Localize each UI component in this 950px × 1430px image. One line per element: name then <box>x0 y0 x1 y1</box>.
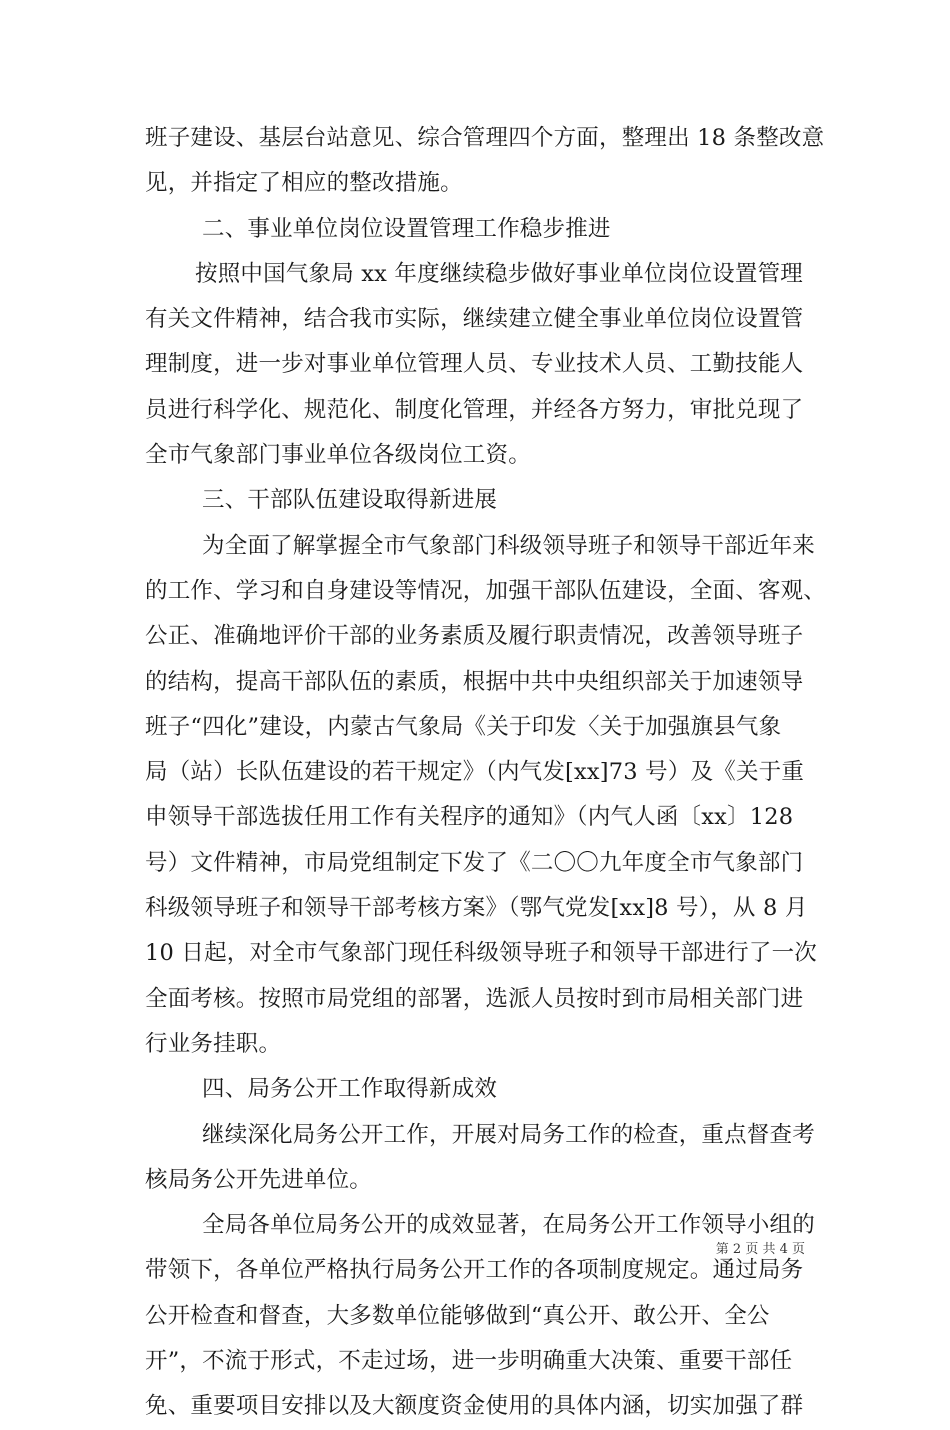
body-line: 带领下，各单位严格执行局务公开工作的各项制度规定。通过局务 <box>145 1257 804 1284</box>
body-line: 局（站）长队伍建设的若干规定》（内气发[xx]73 号）及《关于重 <box>145 759 805 786</box>
body-line: 班子建设、基层台站意见、综合管理四个方面，整理出 18 条整改意 <box>145 125 825 151</box>
page-number: 第 2 页 共 4 页 <box>715 1242 805 1257</box>
body-line: 全面考核。按照市局党组的部署，选派人员按时到市局相关部门进 <box>145 985 804 1012</box>
section-heading-2: 二、事业单位岗位设置管理工作稳步推进 <box>202 215 611 242</box>
body-line: 免、重要项目安排以及大额度资金使用的具体内涵，切实加强了群 <box>145 1393 804 1420</box>
body-line: 公开检查和督查，大多数单位能够做到“真公开、敢公开、全公 <box>145 1302 770 1329</box>
body-line: 的结构，提高干部队伍的素质，根据中共中央组织部关于加速领导 <box>145 668 804 695</box>
body-line: 按照中国气象局 xx 年度继续稳步做好事业单位岗位设置管理 <box>195 260 803 287</box>
body-line: 科级领导班子和领导干部考核方案》（鄂气党发[xx]8 号），从 8 月 <box>145 895 808 922</box>
body-line: 号）文件精神，市局党组制定下发了《二〇〇九年度全市气象部门 <box>145 849 804 876</box>
body-line: 为全面了解掌握全市气象部门科级领导班子和领导干部近年来 <box>202 532 815 559</box>
body-line: 理制度，进一步对事业单位管理人员、专业技术人员、工勤技能人 <box>145 351 804 378</box>
body-line: 有关文件精神，结合我市实际，继续建立健全事业单位岗位设置管 <box>145 306 804 333</box>
body-line: 全局各单位局务公开的成效显著，在局务公开工作领导小组的 <box>202 1212 815 1239</box>
section-heading-4: 四、局务公开工作取得新成效 <box>202 1076 498 1103</box>
body-line: 行业务挂职。 <box>145 1030 282 1057</box>
body-line: 的工作、学习和自身建设等情况，加强干部队伍建设，全面、客观、 <box>145 577 827 604</box>
body-line: 申领导干部选拔任用工作有关程序的通知》（内气人函〔xx〕128 <box>145 804 794 831</box>
body-line: 核局务公开先进单位。 <box>145 1166 373 1193</box>
body-line: 开”，不流于形式，不走过场，进一步明确重大决策、重要干部任 <box>145 1348 793 1375</box>
body-line: 继续深化局务公开工作，开展对局务工作的检查，重点督查考 <box>202 1121 815 1148</box>
body-line: 员进行科学化、规范化、制度化管理，并经各方努力，审批兑现了 <box>145 396 804 423</box>
body-line: 10 日起，对全市气象部门现任科级领导班子和领导干部进行了一次 <box>145 940 817 967</box>
body-line: 见，并指定了相应的整改措施。 <box>145 170 463 197</box>
document-body <box>145 116 827 1430</box>
section-heading-3: 三、干部队伍建设取得新进展 <box>202 487 498 514</box>
body-line: 班子“四化”建设，内蒙古气象局《关于印发〈关于加强旗县气象 <box>145 713 782 740</box>
body-line: 公正、准确地评价干部的业务素质及履行职责情况，改善领导班子 <box>145 623 804 650</box>
body-line: 全市气象部门事业单位各级岗位工资。 <box>145 442 531 469</box>
